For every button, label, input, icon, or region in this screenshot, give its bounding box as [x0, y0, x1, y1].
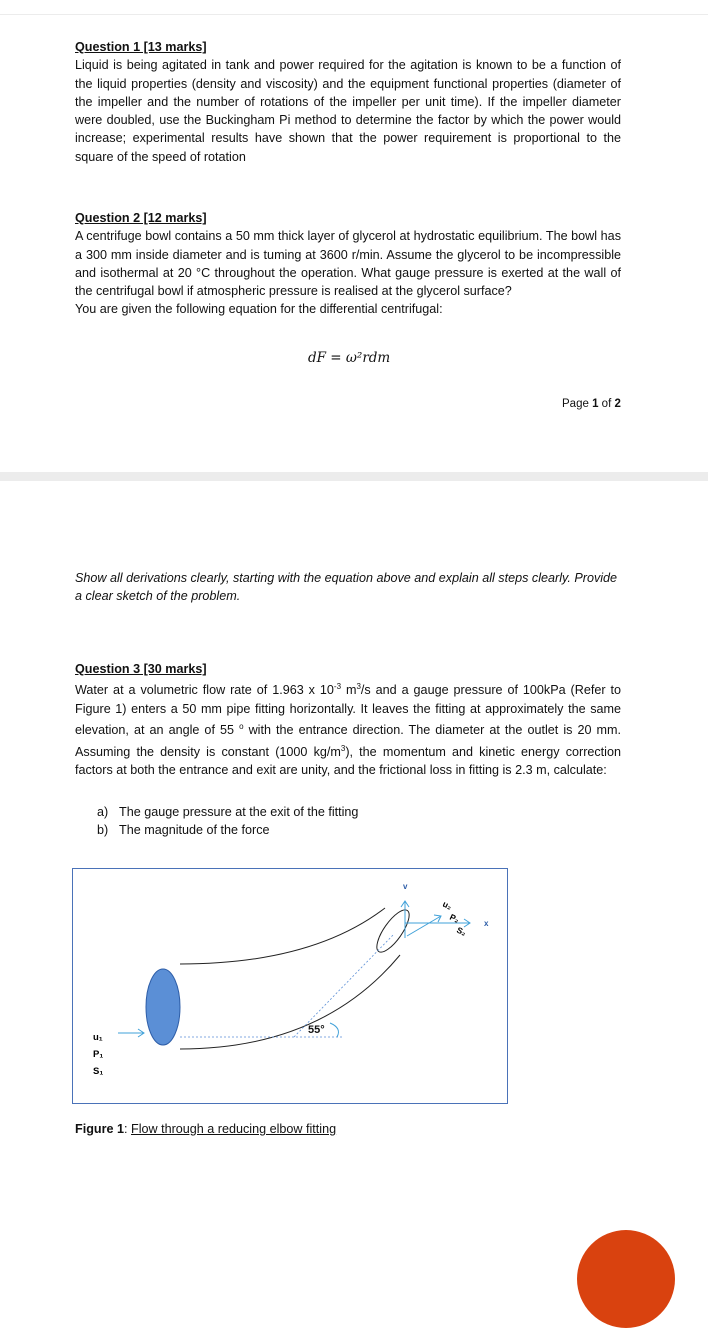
floating-action-button[interactable] [577, 1230, 675, 1328]
question-3-title: Question 3 [30 marks] [75, 662, 207, 676]
inlet-label-p1: P₁ [93, 1049, 104, 1060]
reducing-elbow-figure [72, 868, 508, 1104]
page-number [562, 398, 621, 410]
question-2 [75, 209, 621, 319]
question-1 [75, 38, 621, 166]
top-divider [0, 14, 708, 15]
derivation-instructions: Show all derivations clearly, starting with the equation above and explain all steps clearly. Provide a clear sketch of the problem. [75, 571, 618, 604]
centrifugal-equation: dF = ω²rdm [308, 350, 391, 366]
page-prefix: Page [562, 398, 589, 410]
inlet-label-s1: S₁ [93, 1066, 104, 1077]
outlet-label-u2: u₂ [441, 898, 454, 912]
inlet-label-u1: u₁ [93, 1032, 103, 1043]
question-3-body: Water at a volumetric flow rate of 1.963 x $10^{-3}$ $m^3/s$ and a gauge pressure of 100kPa (Refer to Figure 1) enters a 50 mm pipe fitting horizontally. It leaves the fitting at approximately the same elevation, at an angle of 55 $^o$ with the entrance direction. The diameter at the outlet is 20 mm. Assuming the density is constant (1000 $kg/m^3$), the momentum and kinetic energy correction factors at both the entrance and exit are unity, and the frictional loss in fitting is 2.3 m, calculate: [75, 682, 622, 778]
question-3 [75, 660, 621, 779]
page-total: 2 [614, 398, 621, 410]
page-break [0, 472, 708, 481]
angle-label: 55° [308, 1024, 325, 1036]
page-current: 1 [592, 398, 599, 410]
question-2-body: A centrifuge bowl contains a 50 mm thick layer of glycerol at hydrostatic equilibrium. The bowl has a 300 mm inside diameter and is tuming at 3600 r/min. Assume the glycerol to be incompressible and isothermal at 20 °C throughout the operation. What gauge pressure is exerted at the wall of the centrifugal bowl if atmospheric pressure is realised at the glycerol surface? [75, 229, 621, 299]
question-1-title: Question 1 [13 marks] [75, 40, 207, 54]
question-2-title: Question 2 [12 marks] [75, 211, 207, 225]
page-sep: of [601, 398, 612, 410]
figure-caption: Figure 1: Flow through a reducing elbow fitting [75, 1122, 337, 1136]
axis-x-label: x [484, 919, 489, 928]
list-item: b) The magnitude of the force [97, 823, 270, 838]
caption-text: Flow through a reducing elbow fitting [131, 1122, 337, 1136]
caption-label: Figure 1 [75, 1122, 124, 1136]
outlet-label-s2: S₂ [455, 924, 468, 938]
outlet-label-p2: P₂ [448, 911, 461, 925]
inlet-opening [146, 969, 180, 1045]
question-1-body: Liquid is being agitated in tank and power required for the agitation is known to be a function of the liquid properties (density and viscosity) and the equipment functional properties (diameter of the impeller and the number of rotations of the impeller per unit time). If the impeller diameter were doubled, use the Buckingham Pi method to determine the factor by which the power would increase; experimental results have shown that the power requirement is proportional to the square of the speed of rotation [75, 58, 621, 164]
axis-y-label: v [403, 882, 408, 891]
question-2-given: You are given the following equation for the differential centrifugal: [75, 302, 443, 317]
question-3-subquestions [97, 803, 358, 840]
list-item: a) The gauge pressure at the exit of the fitting [97, 805, 359, 819]
